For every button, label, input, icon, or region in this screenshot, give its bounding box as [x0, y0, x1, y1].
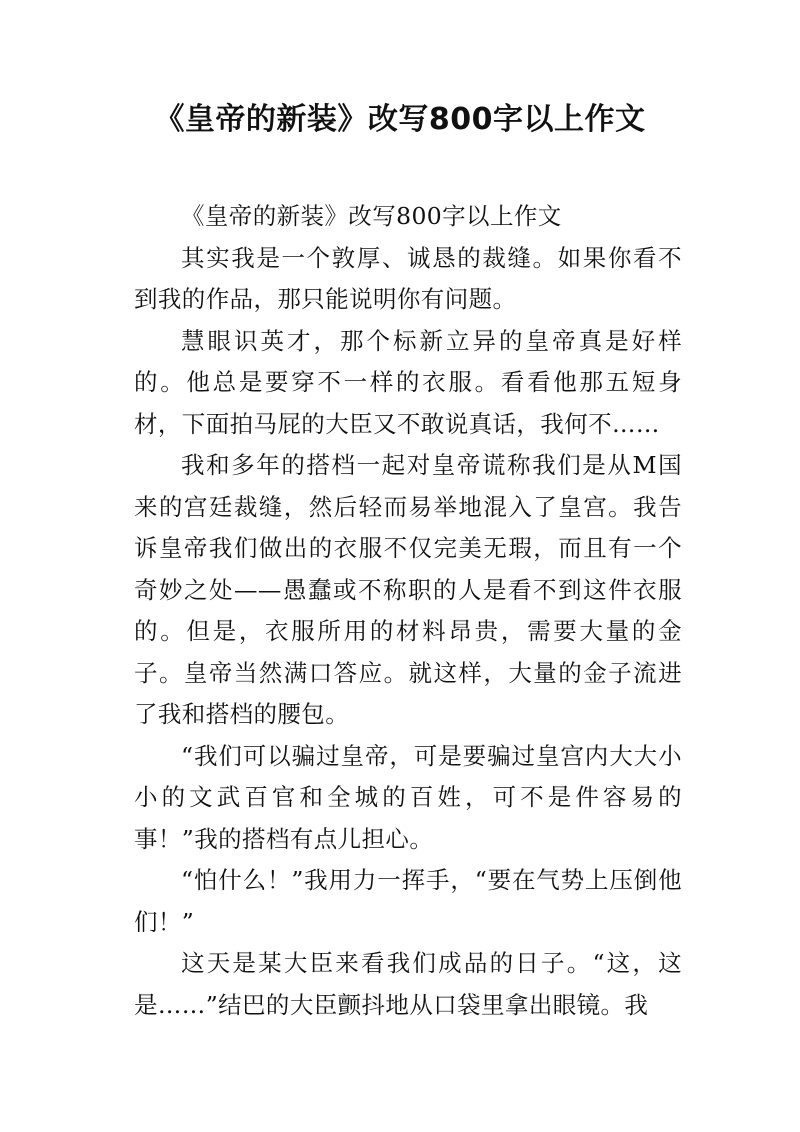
paragraph: 这天是某大臣来看我们成品的日子。“这，这是……”结巴的大臣颤抖地从口袋里拿出眼镜。我 [134, 949, 682, 1019]
paragraph: 慧眼识英才，那个标新立异的皇帝真是好样的。他总是要穿不一样的衣服。看看他那五短身材，下面拍马屁的大臣又不敢说真话，我何不…… [134, 326, 682, 438]
document-title: 《皇帝的新装》改写800字以上作文 [154, 102, 646, 137]
paragraph: 其实我是一个敦厚、诚恳的裁缝。如果你看不到我的作品，那只能说明你有问题。 [134, 243, 682, 313]
paragraph: “怕什么！”我用力一挥手，“要在气势上压倒他们！” [134, 866, 682, 936]
paragraph: 我和多年的搭档一起对皇帝谎称我们是从M国来的宫廷裁缝，然后轻而易举地混入了皇宫。我告诉皇帝我们做出的衣服不仅完美无瑕，而且有一个奇妙之处——愚蠢或不称职的人是看不到这件衣服的。但是，衣服所用的材料昂贵，需要大量的金子。皇帝当然满口答应。就这样，大量的金子流进了我和搭档的腰包。 [134, 451, 682, 728]
paragraph: “我们可以骗过皇帝，可是要骗过皇宫内大大小小的文武百官和全城的百姓，可不是件容易的事！”我的搭档有点儿担心。 [134, 741, 682, 853]
paragraph-subtitle: 《皇帝的新装》改写800字以上作文 [181, 202, 562, 230]
document-body [134, 196, 682, 1026]
